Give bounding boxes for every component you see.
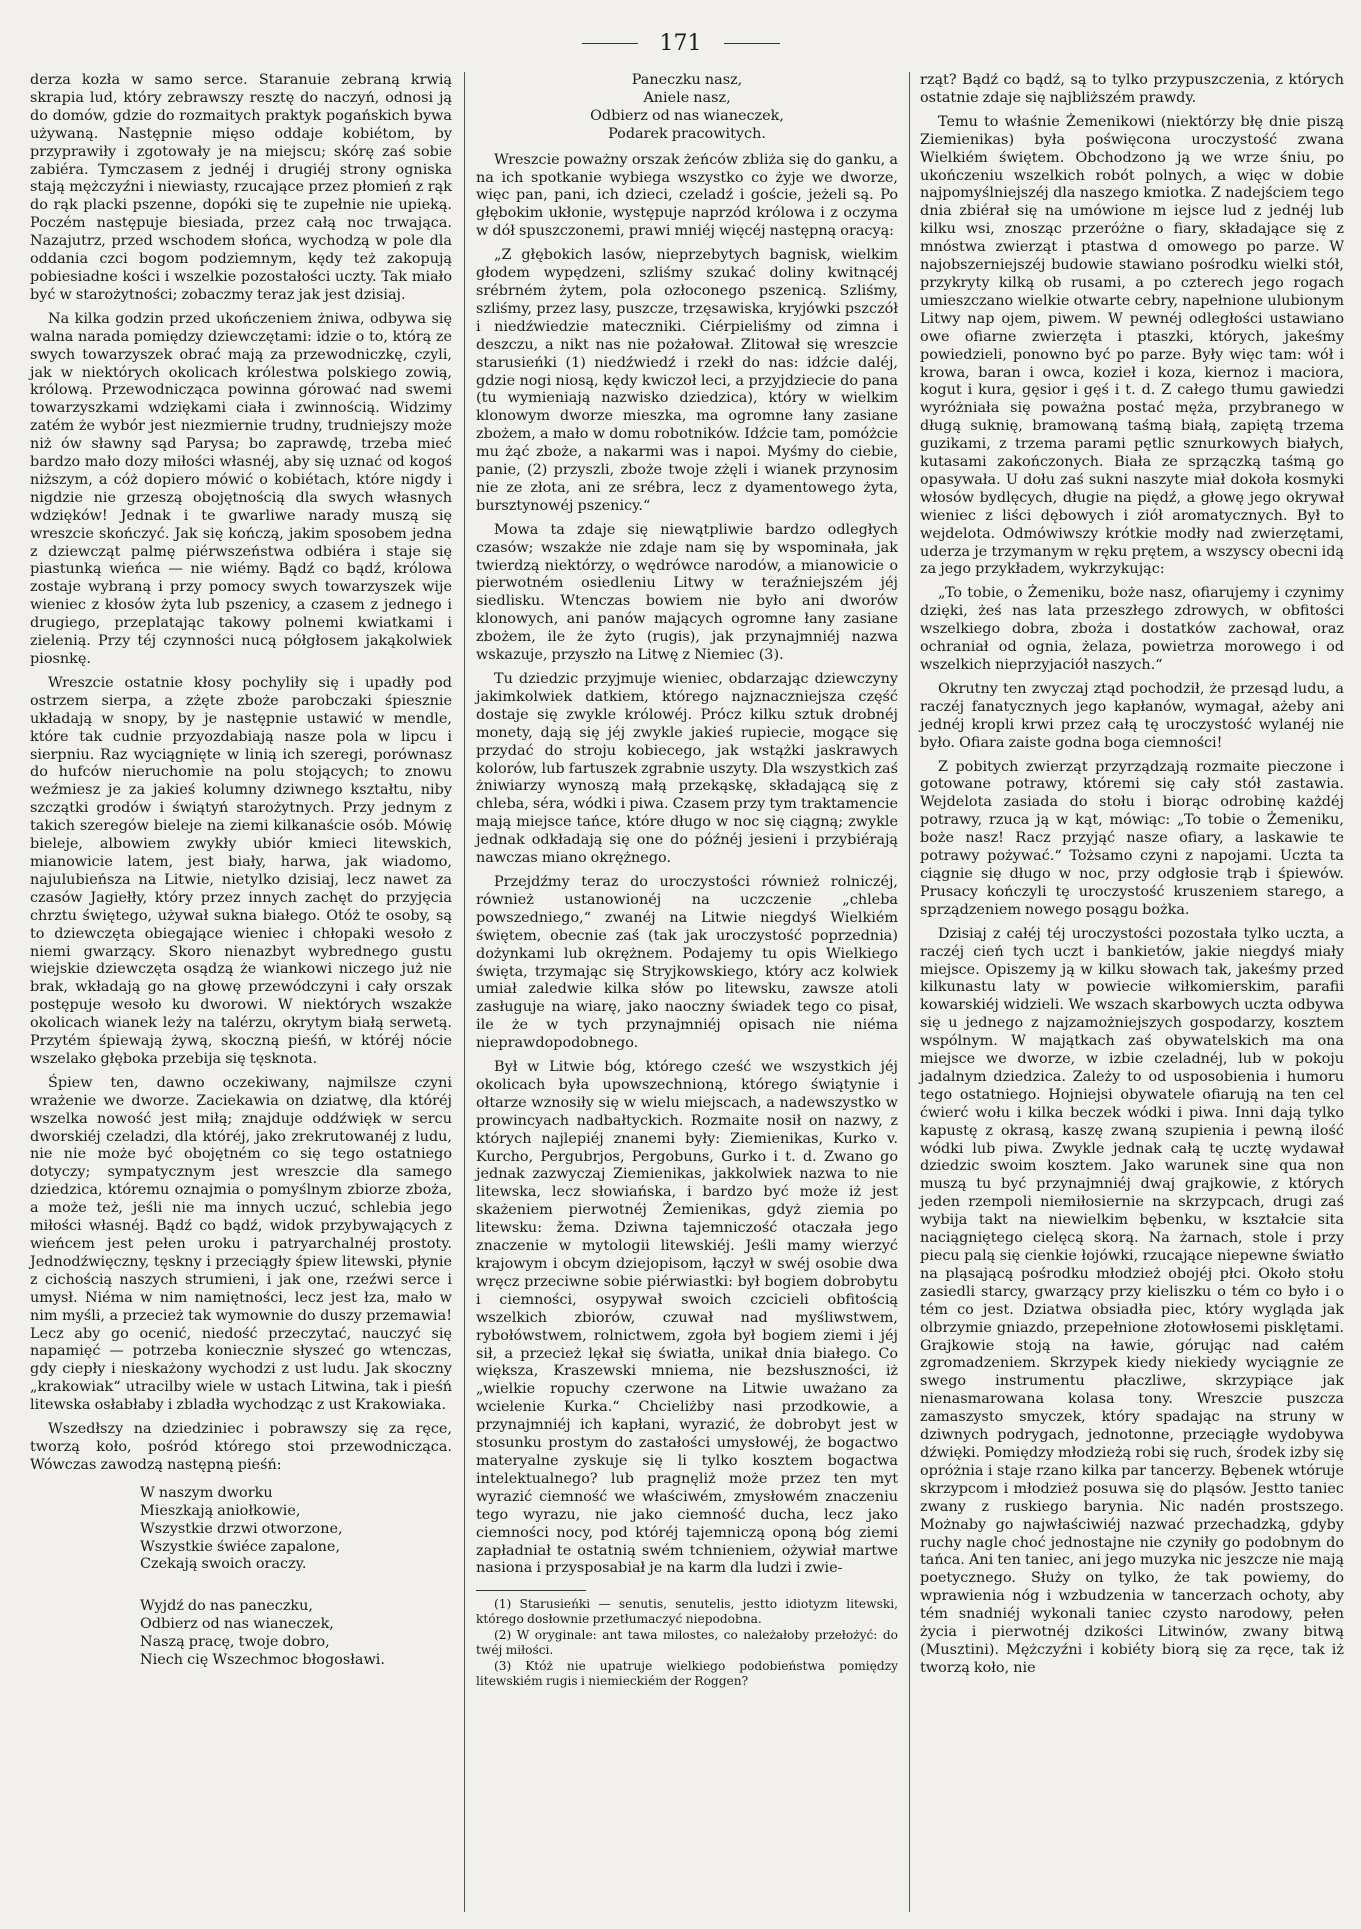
column-divider-1 [464, 72, 465, 1912]
paragraph: Wszedłszy na dziedziniec i pobrawszy się za ręce, tworzą koło, pośród którego stoi przewodnicząca. Wówczas zawodzą następną pieśń: [30, 1421, 452, 1473]
paragraph: Śpiew ten, dawno oczekiwany, najmilsze czyni wrażenie we dworze. Zaciekawia on dziatwę, dla któréj wszelka nowość jest miłą; znajduje oddźwięk w sercu dworskiéj czeladzi, dla któréj, jako zrekrutowanéj z ludu, nie nie może być obojętném co się tego ostatniego dotyczy; sympatycznym jest wreszcie dla samego dziedzica, któremu oznajmia o pomyślnym zbiorze zboża, a może też, jeśli nie ma innych uczuć, schlebia jego miłości własnéj. Bądź co bądź, widok przybywających z wieńcem jest pełen uroku i patryarchalnéj prostoty. Jednodźwięczny, tęskny i przeciągły śpiew litewski, płynie z cichością naszych strumieni, i jak one, rzeźwi serce i umysł. Niéma w nim namiętności, lecz jest łza, mało w nim myśli, a przecież tak wymownie do duszy przemawia! Lecz aby go ocenić, niedość przeczytać, nauczyć się napamięć — potrzeba koniecznie słyszeć go wtenczas, gdy ciepły i nieskażony wychodzi z ust ludu. Jak skoczny „krakowiak“ utracilby wiele w ustach Litwina, tak i pieśń litewska osłabłaby i zbladła wychodząc z ust Krakowiaka. [30, 1074, 452, 1414]
verse-line: Wszystkie świéce zapalone, [140, 1538, 341, 1555]
paragraph: Był w Litwie bóg, którego cześć we wszystkich jéj okolicach była upowszechnioną, którego świątynie i ołtarze wznosiły się w wielu miejscach, a nadewszystko w prowincyach nadbałtyckich. Rozmaite nosił on nazwy, z których najlepiéj znanemi były: Ziemienikas, Kurko v. Kurcho, Pergubrjos, Pergobuns, Gurko i t. d. Zwano go jednak zazwyczaj Ziemienikas, jakkolwiek nazwa to nie litewska, lecz słowiańska, i bardzo być może iż jest skażeniem pierwotnéj Żemienikas, gdyż ziemia po litewsku: žema. Dziwna tajemniczość otaczała jego znaczenie w mytologii litewskiéj. Jeśli mamy wierzyć krajowym i obcym dziejopisom, łączył w swéj osobie dwa wręcz przeciwne sobie piérwiastki: był bogiem dobrobytu i ciemności, osypywał swoich czcicieli obfitością wszelkich zbiorów, czuwał nad myśliwstwem, rybołówstwem, rolnictwem, zgoła był bogiem ziemi i jéj sił, a przecież lękał się światła, unikał dnia białego. Co większa, Kraszewski mniema, nie bezsłuszności, iż „wielkie ropuchy czerwone na Litwie uważano za wcielenie Kurka.“ Chcieliżby nasi przodkowie, a przynajmniéj ich kapłani, wyrazić, że dobrobyt jest w stosunku prostym do zastałości umysłowéj, że bogactwo materyalne zyskuje się li tylko kosztem bogactwa intelektualnego? lub pragnęliż może przez ten myt wyrazić ciemność we właściwém, zmysłowém znaczeniu tego wyrazu, nie jako ciemność ducha, lecz jako ciemności nocy, pod któréj tajemniczą oponą bóg ziemi zapładniał te ostatnią swém tchnieniem, ożywiał martwe nasiona i przysposabiał je na karm dla ludzi i zwie- [476, 1059, 898, 1577]
text-column-1 [30, 72, 452, 1670]
verse-line: Paneczku nasz, [631, 72, 743, 88]
paragraph: Tu dziedzic przyjmuje wieniec, obdarzając dziewczyny jakimkolwiek datkiem, którego najznaczniejsza część dostaje się zwykle królowéj. Prócz kilku sztuk drobnéj monety, dają się jéj zwykle jakieś rupiecie, mogące się przydać do stroju kobiecego, jak wstążki jaskrawych kolorów, lub fartuszek zgrabnie uszyty. Dla wszystkich zaś żniwiarzy wynoszą małą przekąskę, składającą się z chleba, séra, wódki i piwa. Czasem przy tym traktamencie mają miejsce tańce, które długo w noc się ciągną; zwykle jednak odkładają się one do późnéj jesieni i przybiérają nawczas miano okrężnego. [476, 671, 898, 867]
header-rule-right [724, 43, 780, 44]
verse-line: Odbierz od nas wianeczek, [140, 1616, 334, 1633]
paragraph: Z pobitych zwierząt przyrządzają rozmaite pieczone i gotowane potrawy, któremi się cały stół zastawia. Wejdelota zasiada do stołu i biorąc odrobinę każdéj potrawy, rzuca ją w kąt, mówiąc: „To tobie o Żemeniku, boże nasz! Racz przyjąć nasze ofiary, a laskawie te potrawy pożywać.“ Tożsamo czyni z napojami. Uczta ta ciągnie się długo w noc, przy odgłosie trąb i śpiewów. Prusacy kończyli tę uroczystość kruszeniem starego, a sprządzeniem nowego posągu bożka. [920, 758, 1344, 918]
page-number: 171 [659, 30, 702, 56]
footnote: (2) W oryginale: ant tawa milostes, co należałoby przełożyć: do twéj miłości. [476, 1628, 898, 1657]
verse-line: Naszą pracę, twoje dobro, [140, 1634, 330, 1651]
paragraph: „Z głębokich lasów, nieprzebytych bagnisk, wielkim głodem wypędzeni, szliśmy szukać doliny kwitnącéj srébrném żytem, pola ozłoconego pszenicą. Szliśmy, szliśmy, przez lasy, puszcze, trzęsawiska, kryjówki pszczół i niedźwiedzie mateczniki. Ciérpieliśmy od zimna i deszczu, a nikt nas nie pożałował. Zlitował się wreszcie starusieńki (1) niedźwiedź i rzekł do nas: idźcie daléj, gdzie nogi niosą, kędy kwiczoł leci, a przyjdziecie do pana (tu wymieniają nazwisko dziedzica), który w wielkim klonowym dworze mieszka, ma ogromne łany zasiane zbożem, a mało w domu robotników. Idźcie tam, pomóżcie mu żąć zboże, a nakarmi was i napoi. Myśmy do ciebie, panie, (2) przyszli, zboże twoje zżęli i wianek przynosim nie ze złota, ani ze srébra, lecz z dyamentowego żyta, bursztynowéj pszenicy.“ [476, 247, 898, 514]
verse-line: Mieszkają aniołkowie, [140, 1502, 301, 1519]
paragraph: Temu to właśnie Żemenikowi (niektórzy błę dnie piszą Ziemienikas) była poświęcona uroczystość zwana Wielkiém świętem. Obchodzono ją we wrze śniu, po ukończeniu wszelkich robót polnych, a więc w dobie najpomyślniejszéj dla naszego kmiotka. Z nadejściem tego dnia zbiérał się na umówione m iejsce lud z jednéj lub kilku wsi, znosząc przeróżne o fiary, składające się z mnóstwa zwierząt i ptastwa d omowego po parze. W najobszerniejszéj budowie stawiano pośrodku wielki stół, przykryty kilką ob rusami, a po czterech jego rogach umieszczano wielkie otwarte cebry, napełnione ulubionym Litwy nap ojem, piwem. W pewnéj odległości ustawiano owe ofiarne zwierzęta i ptaszki, których, jakeśmy powiedzieli, ponowno być po parze. Były więc tam: wół i krowa, baran i owca, kozieł i koza, kiernoz i maciora, kogut i kura, gęsior i gęś i t. d. Z całego tłumu gawiedzi wyróżniała się poważna postać męża, przybranego w długą suknię, bramowaną taśmą białą, zapiętą trzema guzikami, z trzema parami pętlic sznurkowych białych, kutasami zakończonych. Biała ze sprzączką taśmą go opasywała. U dołu zaś sukni naszyte miał dokoła kosmyki włosów bydlęcych, długie na piędź, a głowę jego okrywał wieniec z liści dębowych i ziół aromatycznych. Był to wejdelota. Odmówiwszy krótkie modły nad zwierzętami, uderza je trzymanym w ręku prętem, a wszyscy obecni idą za jego przykładem, wykrzykując: [920, 113, 1344, 578]
paragraph: Wreszcie poważny orszak żeńców zbliża się do ganku, a na ich spotkanie wybiega wszystko co żyje we dworze, więc pan, pani, ich dzieci, czeladź i goście, jeżeli są. Po głębokim ukłonie, występuje naprzód królowa i z oczyma w dół spuszczonemi, prawi mniéj więcéj następną oracyą: [476, 151, 898, 240]
text-column-3 [920, 72, 1344, 1678]
verse-line: Wyjdź do nas paneczku, [140, 1598, 313, 1615]
verse-line: Aniele nasz, [643, 89, 731, 106]
verse-line: Niech cię Wszechmoc błogosławi. [140, 1652, 385, 1669]
verse-line: Odbierz od nas wianeczek, [590, 107, 784, 124]
verse-line: W naszym dworku [140, 1484, 273, 1501]
verse-line: Czekają swoich oraczy. [140, 1556, 307, 1573]
footnote: (3) Któż nie upatruje wielkiego podobieństwa pomiędzy litewskiém rugis i niemieckiém der Roggen? [476, 1659, 898, 1688]
paragraph: Mowa ta zdaje się niewątpliwie bardzo odległych czasów; wszakże nie zdaje nam się by wspominała, jak twierdzą niektórzy, o wędrówce narodów, a mianowicie o pierwotném osiedleniu Litwy w teraźniejszém jéj siedlisku. Wtenczas bowiem nie było ani dworów klonowych, ani panów mających ogromne łany zasiane zbożem, ile że żyto (rugis), jak przynajmniéj nazwa wskazuje, przyszło na Litwę z Niemiec (3). [476, 521, 898, 664]
column-divider-2 [909, 72, 910, 1912]
paragraph: Przejdźmy teraz do uroczystości również rolniczéj, również ustanowionéj na uczczenie „chleba powszedniego,“ zwanéj na Litwie niegdyś Wielkiém świętem, obecnie zaś (tak jak uroczystość poprzednia) dożynkami lub okrężnem. Podajemy tu opis Wielkiego święta, trzymając się Stryjkowskiego, który acz kolwiek umiał zaledwie kilka słów po litewsku, zawsze atoli zasługuje na wiarę, jako naoczny świadek tego co pisał, ile że w tych przynajmniéj opisach nie niéma nieprawdopodobnego. [476, 873, 898, 1052]
footnote: (1) Starusieńki — senutis, senutelis, jestto idiotyzm litewski, którego dosłownie przetłumaczyć niepodobna. [476, 1597, 898, 1626]
verse-line: Podarek pracowitych. [608, 125, 766, 142]
paragraph: Dzisiaj z całéj téj uroczystości pozostała tylko uczta, a raczéj cień tych uczt i bankietów, jakie niegdyś miały miejsce. Opiszemy ją w kilku słowach tak, jakeśmy przed kilkunastu laty w powiecie wiłkomierskim, parafii kowarskiéj widzieli. We wszach skarbowych uczta odbywa się u jednego z najzamożniejszych gospodarzy, kosztem wspólnym. W majątkach zaś obywatelskich ma ona miejsce we dworze, w izbie czeladnéj, lub w pokoju jadalnym dziedzica. Zależy to od usposobienia i humoru tego ostatniego. Hojniejsi obywatele ofiarują na ten cel ćwierć wołu i kilka beczek wódki i piwa. Inni dają tylko kapustę z okrasą, kaszę zwaną szupienia i pewną ilość wódki lub piwa. Zwykle jednak całą tę ucztę wydawał dziedzic swoim kosztem. Jako warunek sine qua non muszą tu być przynajmniéj dwaj grajkowie, z których jeden rzempoli niemiłosiernie na skrzypcach, drugi zaś wybija takt na niewielkim bębenku, w kształcie sita naciągniętego cielęcą skorą. Na żarnach, stole i przy piecu palą się cienkie łojówki, rzucające niepewne światło na pląsającą pośrodku młodzież obojéj płci. Około stołu zasiedli starcy, gwarzący przy kieliszku o tém co było i o tém co jest. Dziatwa obsiadła piec, który wygląda jak olbrzymie gniazdo, przepełnione złotowłosemi pisklętami. Grajkowie stoją na ławie, górując nad całém zgromadzeniem. Skrzypek kiedy niekiedy wyciągnie ze swego instrumentu płaczliwe, skrzypiące jak nienasmarowana kolasa tony. Wreszcie puszcza zamaszysto smyczek, który spadając na struny w dziwnych podrygach, jednotonne, przeciągłe wydobywa dźwięki. Pomiędzy młodzieżą robi się ruch, środek izby się opróżnia i staje rzano kilka par tancerzy. Bębenek wtóruje skrzypcom i młodzież posuwa się do pląsów. Jestto taniec zwany z ruskiego barynia. Nic nadén prostszego. Możnaby go najwłaściwiéj nazwać przechadzką, gdyby ruchy nagle choć jednostajne nie czyniły go podobnym do tańca. Ani ten taniec, ani jego muzyka nic jeszcze nie mają poetycznego. Służy on tylko, że tak powiemy, do wprawienia nóg i wzbudzenia w tancerzach ochoty, aby tém snadniéj wykonali taniec czysto narodowy, pełen życia i pierwotnéj dzikości Litwinów, zwany bitwą (Musztini). Mężczyźni i kobiéty biorą się za ręce, tak iż tworzą koło, nie [920, 925, 1344, 1676]
paragraph: derza kozła w samo serce. Staranuie zebraną krwią skrapia lud, który zebrawszy resztę do naczyń, odnosi ją do domów, gdzie do rozmaitych praktyk pogańskich bywa używaną. Następnie mięso oddaje kobiétom, by przyprawiły i zgotowały je na miejscu; skórę zaś sobie zabiéra. Tymczasem z jednéj i drugiéj strony ogniska stają mężczyźni i niewiasty, rzucające przez płomień z rąk do rąk placki pszenne, dopóki się te zupełnie nie upieką. Poczém następuje biesiada, przez całą noc trwająca. Nazajutrz, przed wschodem słońca, wychodzą w pole dla oddania czci bogom podziemnym, kędy też zakopują pobiesiadne kości i wszelkie pozostałości uczty. Tak miało być w starożytności; zobaczmy teraz jak jest dzisiaj. [30, 72, 452, 303]
song-stanza-2 [30, 1598, 452, 1670]
song-stanza-3 [476, 72, 898, 144]
page-header [0, 28, 1361, 58]
paragraph: Okrutny ten zwyczaj ztąd pochodził, że przesąd ludu, a raczéj fanatycznych jego kapłanów, wymagał, ażeby ani jednéj kropli krwi przez całą tę uroczystość wylanéj nie było. Ofiara zaiste godna boga ciemności! [920, 680, 1344, 751]
footnote-rule [476, 1590, 586, 1591]
paragraph: Wreszcie ostatnie kłosy pochyliły się i upadły pod ostrzem sierpa, a zżęte zboże parobczaki śpiesznie układają w snopy, by je następnie ustawić w mendle, które tak cudnie przyozdabiają nasze pola w lipcu i sierpniu. Raz wyciągnięte w linią ich szeregi, porównasz do hufców nieruchomie na polu stojących; to znowu weźmiesz je za jakieś kolumny dziwnego kształtu, niby szczątki grodów i świątyń starożytnych. Przy jednym z takich szeregów bieleje na ziemi kilkanaście osób. Mówię bieleje, albowiem zwykły ubiór kmieci litewskich, mianowicie latem, jest biały, harwa, jak wiadomo, najulubieńsza na Litwie, nietylko dzisiaj, lecz nawet za czasów Jagiełły, który przez innych zachęt do przyjęcia chrztu świętego, używał sukna białego. Otóż te osoby, są to dziewczęta obiegające wieniec i chłopaki wesoło z niemi gwarzący. Skoro nienazbyt wybrednego gustu wiejskie dziewczęta osądzą że wiankowi niczego już nie brak, wkładają go na głowę przewódczyni i cały orszak postępuje wesoło ku dworowi. W niektórych wszakże okolicach wianek leży na talérzu, okrytym białą serwetą. Przytém śpiewają żywą, skoczną pieśń, w któréj nócie wszelako głęboka przebija się tęsknota. [30, 674, 452, 1067]
paragraph: Na kilka godzin przed ukończeniem żniwa, odbywa się walna narada pomiędzy dziewczętami: idzie o to, którą ze swych towarzyszek obrać mają za przewodniczkę, czyli, jak w niektórych okolicach królestwa polskiego zowią, królową. Przewodnicząca powinna górować nad swemi towarzyszkami wdziękami ciała i zwinnością. Widzimy zatém że wybór jest niezmiernie trudny, trudniejszy może niż ów sławny sąd Parysa; bo zaprawdę, trzeba mieć bardzo mało dozy miłości własnéj, aby się uznać od kogoś niższym, a cóż dopiero mówić o kobiétach, które nigdy i nigdzie nie grzeszą obojętnością dla swych własnych wdzięków! Jednak i te gwarliwe narady muszą się wreszcie skończyć. Jak się kończą, jakim sposobem jedna z dziewcząt palmę piérwszeństwa odbiéra i staje się piastunką wieńca — nie wiémy. Bądź co bądź, królowa zostaje wybraną i przy pomocy swych towarzyszek wije wieniec z kłosów żyta lub pszenicy, a czasem z jednego i drugiego, przeplatając takowy polnemi kwiatkami i zielenią. Przy téj czynności nucą półgłosem jakąkolwiek piosnkę. [30, 310, 452, 667]
paragraph: rząt? Bądź co bądź, są to tylko przypuszczenia, z których ostatnie zdaje się najbliższém prawdy. [920, 72, 1344, 106]
text-column-2 [476, 72, 898, 1688]
song-stanza-1 [30, 1485, 452, 1575]
paragraph: „To tobie, o Żemeniku, boże nasz, ofiarujemy i czynimy dzięki, żeś nas lata przeszłego zdrowych, w obfitości wszelkiego dobra, zboża i dostatków zachował, oraz ochraniał od ognia, żelaza, powietrza morowego i od wszelkich nieprzyjaciół naszych.“ [920, 585, 1344, 673]
verse-line: Wszystkie drzwi otworzone, [140, 1520, 343, 1537]
header-rule-left [582, 43, 638, 44]
